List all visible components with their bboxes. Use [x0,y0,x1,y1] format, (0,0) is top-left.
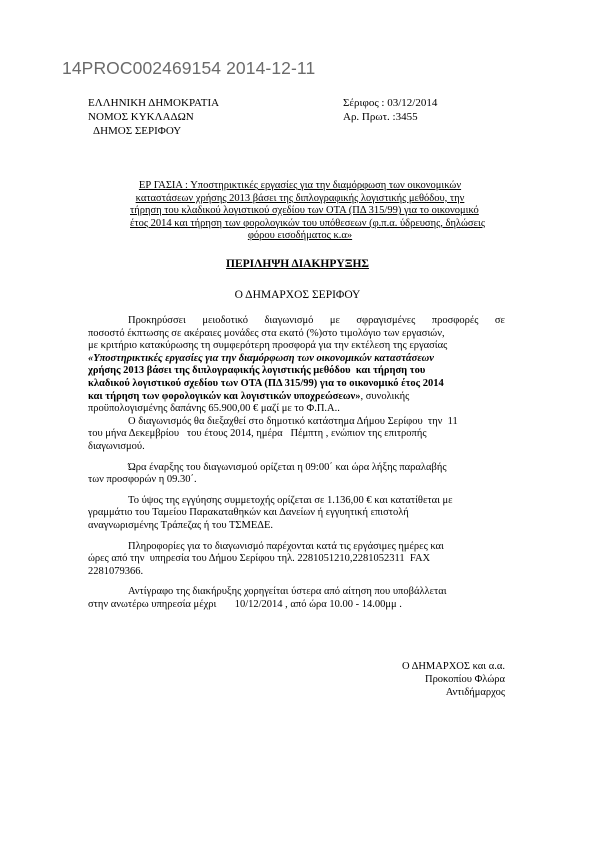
issuer-block [88,96,219,138]
paragraph-line: Πληροφορίες για το διαγωνισμό παρέχονται κατά τις εργάσιμες ημέρες και [128,540,444,552]
paragraph-line: Ο διαγωνισμός θα διεξαχθεί στο δημοτικό κατάστημα Δήμου Σερίφου την 11 [128,415,458,427]
paragraph-line: διαγωνισμού. [88,440,145,452]
issuer-municipality: ΔΗΜΟΣ ΣΕΡΙΦΟΥ [93,125,182,137]
paragraph-line: προϋπολογισμένης δαπάνης 65.900,00 € μαζί με το Φ.Π.Α.. [88,403,340,415]
paragraph-line: αναγνωρισμένης Τράπεζας ή του ΤΣΜΕΔΕ. [88,519,274,531]
paragraph-line: του μήνα Δεκεμβρίου του έτους 2014, ημέρα Πέμπτη , ενώπιον της επιτροπής [88,428,427,440]
signature-role: Ο ΔΗΜΑΡΧΟΣ και α.α. [401,661,505,672]
paragraph-line: Ώρα έναρξης του διαγωνισμού ορίζεται η 09:00΄ και ώρα λήξης παραλαβής [128,461,447,473]
signature-title: Αντιδήμαρχος [445,687,505,698]
paragraph-line: με κριτήριο κατακύρωσης τη συμφερότερη προσφορά για την εκτέλεση της εργασίας [88,340,448,352]
document-subtitle: Ο ΔΗΜΑΡΧΟΣ ΣΕΡΙΦΟΥ [234,289,361,301]
subject-line: τήρηση του κλαδικού λογιστικού σχεδίου των ΟΤΑ (ΠΔ 315/99) για το οικονομικό [130,205,479,217]
paragraph-line: γραμμάτιο του Ταμείου Παρακαταθηκών και Δανείων ή εγγυητική επιστολή [88,507,409,519]
protocol-number: Αρ. Πρωτ. :3455 [343,111,418,123]
paragraph-line: 2281079366. [88,565,144,577]
subject-line: καταστάσεων χρήσης 2013 βάσει της διπλογραφικής λογιστικής μεθόδου, την [135,192,465,204]
issuer-prefecture: ΝΟΜΟΣ ΚΥΚΛΑΔΩΝ [88,111,194,123]
paragraph-line-bold: χρήσης 2013 βάσει της διπλογραφικής λογιστικής μεθόδου και τήρηση του [88,365,426,377]
paragraph-line: στην ανωτέρω υπηρεσία μέχρι 10/12/2014 , από ώρα 10.00 - 14.00μμ . [88,598,402,610]
paragraph-line: των προσφορών η 09.30΄. [88,474,197,486]
signature-name: Προκοπίου Φλώρα [424,674,505,685]
date-ref-block [343,96,437,124]
document-id: 14PROC002469154 2014-12-11 [62,58,316,78]
notice-body [88,315,505,611]
subject-line: φόρου εισοδήματος κ.α» [247,230,353,242]
signature-block [388,660,505,699]
issuer-country: ΕΛΛΗΝΙΚΗ ΔΗΜΟΚΡΑΤΙΑ [88,97,220,109]
paragraph-line: ποσοστό έκπτωσης σε ακέραιες μονάδες στα εκατό (%)στο τιμολόγιο των εργασιών, [88,327,445,339]
subject-line: έτος 2014 και τήρηση των φορολογικών του υπόθεσεων (φ.π.α. ύδρευσης, δηλώσεις [130,217,485,229]
paragraph-line: ώρες από την υπηρεσία του Δήμου Σερίφου τηλ. 2281051210,2281052311 FAX [88,553,431,565]
document-date: Σέριφος : 03/12/2014 [343,97,438,109]
paragraph-line: Προκηρύσσει μειοδοτικό διαγωνισμό με σφραγισμένες προσφορές σε [128,315,505,326]
subject-block [130,180,485,243]
subject-line: ΕΡ ΓΑΣΙΑ : Υποστηρικτικές εργασίες για την διαμόρφωση των οικονομικών [138,180,462,191]
paragraph-line-bold: «Υποστηρικτικές εργασίες για την διαμόρφωση των οικονομικών καταστάσεων [88,352,434,364]
paragraph-line-bold: κλαδικού λογιστικού σχεδίου των ΟΤΑ (ΠΔ 315/99) για το οικονομικό έτος 2014 [88,377,444,389]
paragraph-line: Αντίγραφο της διακήρυξης χορηγείται ύστερα από αίτηση που υποβάλλεται [128,586,447,598]
paragraph-line: και τήρηση των φορολογικών και λογιστικών υποχρεώσεων» , συνολικής [88,390,410,402]
paragraph-line: Το ύψος της εγγύησης συμμετοχής ορίζεται σε 1.136,00 € και κατατίθεται με [128,494,453,506]
document-title: ΠΕΡΙΛΗΨΗ ΔΙΑΚΗΡΥΞΗΣ [226,258,369,270]
